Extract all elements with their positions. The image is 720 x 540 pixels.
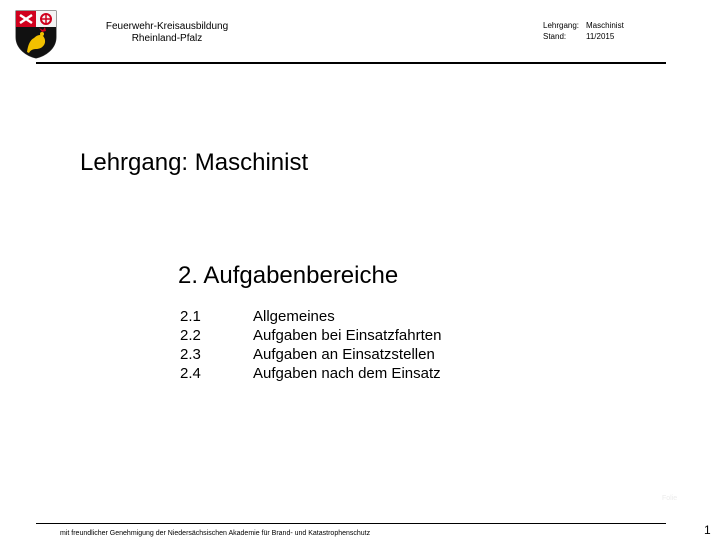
toc-item [180, 307, 441, 326]
toc-item-number: 2.4 [180, 365, 201, 382]
slide-watermark: Folie [662, 495, 678, 502]
header-divider [36, 62, 666, 64]
toc-item-label: Aufgaben bei Einsatzfahrten [253, 327, 442, 344]
toc-item-number: 2.2 [180, 327, 201, 344]
page-number: 1 [704, 523, 711, 537]
status-label: Stand: [543, 32, 567, 41]
status-value: 11/2015 [586, 32, 615, 41]
toc-item-label: Aufgaben an Einsatzstellen [253, 346, 435, 363]
toc-item-label: Allgemeines [253, 308, 335, 325]
toc-item [180, 364, 441, 383]
course-value: Maschinist [586, 21, 624, 30]
course-label: Lehrgang: [543, 21, 580, 30]
toc-item-number: 2.3 [180, 346, 201, 363]
toc-item [180, 345, 441, 364]
organization-region: Rheinland-Pfalz [131, 33, 203, 44]
footer-divider [36, 523, 666, 524]
coat-of-arms-icon [14, 7, 58, 59]
organization-name: Feuerwehr-Kreisausbildung [105, 21, 229, 32]
table-of-contents [180, 307, 441, 383]
toc-item-number: 2.1 [180, 308, 201, 325]
section-title: 2. Aufgabenbereiche [178, 262, 399, 289]
toc-item [180, 326, 441, 345]
page-title: Lehrgang: Maschinist [80, 149, 309, 176]
footer-credit: mit freundlicher Genehmigung der Niedersächsischen Akademie für Brand- und Katastrophenschutz [60, 530, 371, 537]
toc-item-label: Aufgaben nach dem Einsatz [253, 365, 441, 382]
